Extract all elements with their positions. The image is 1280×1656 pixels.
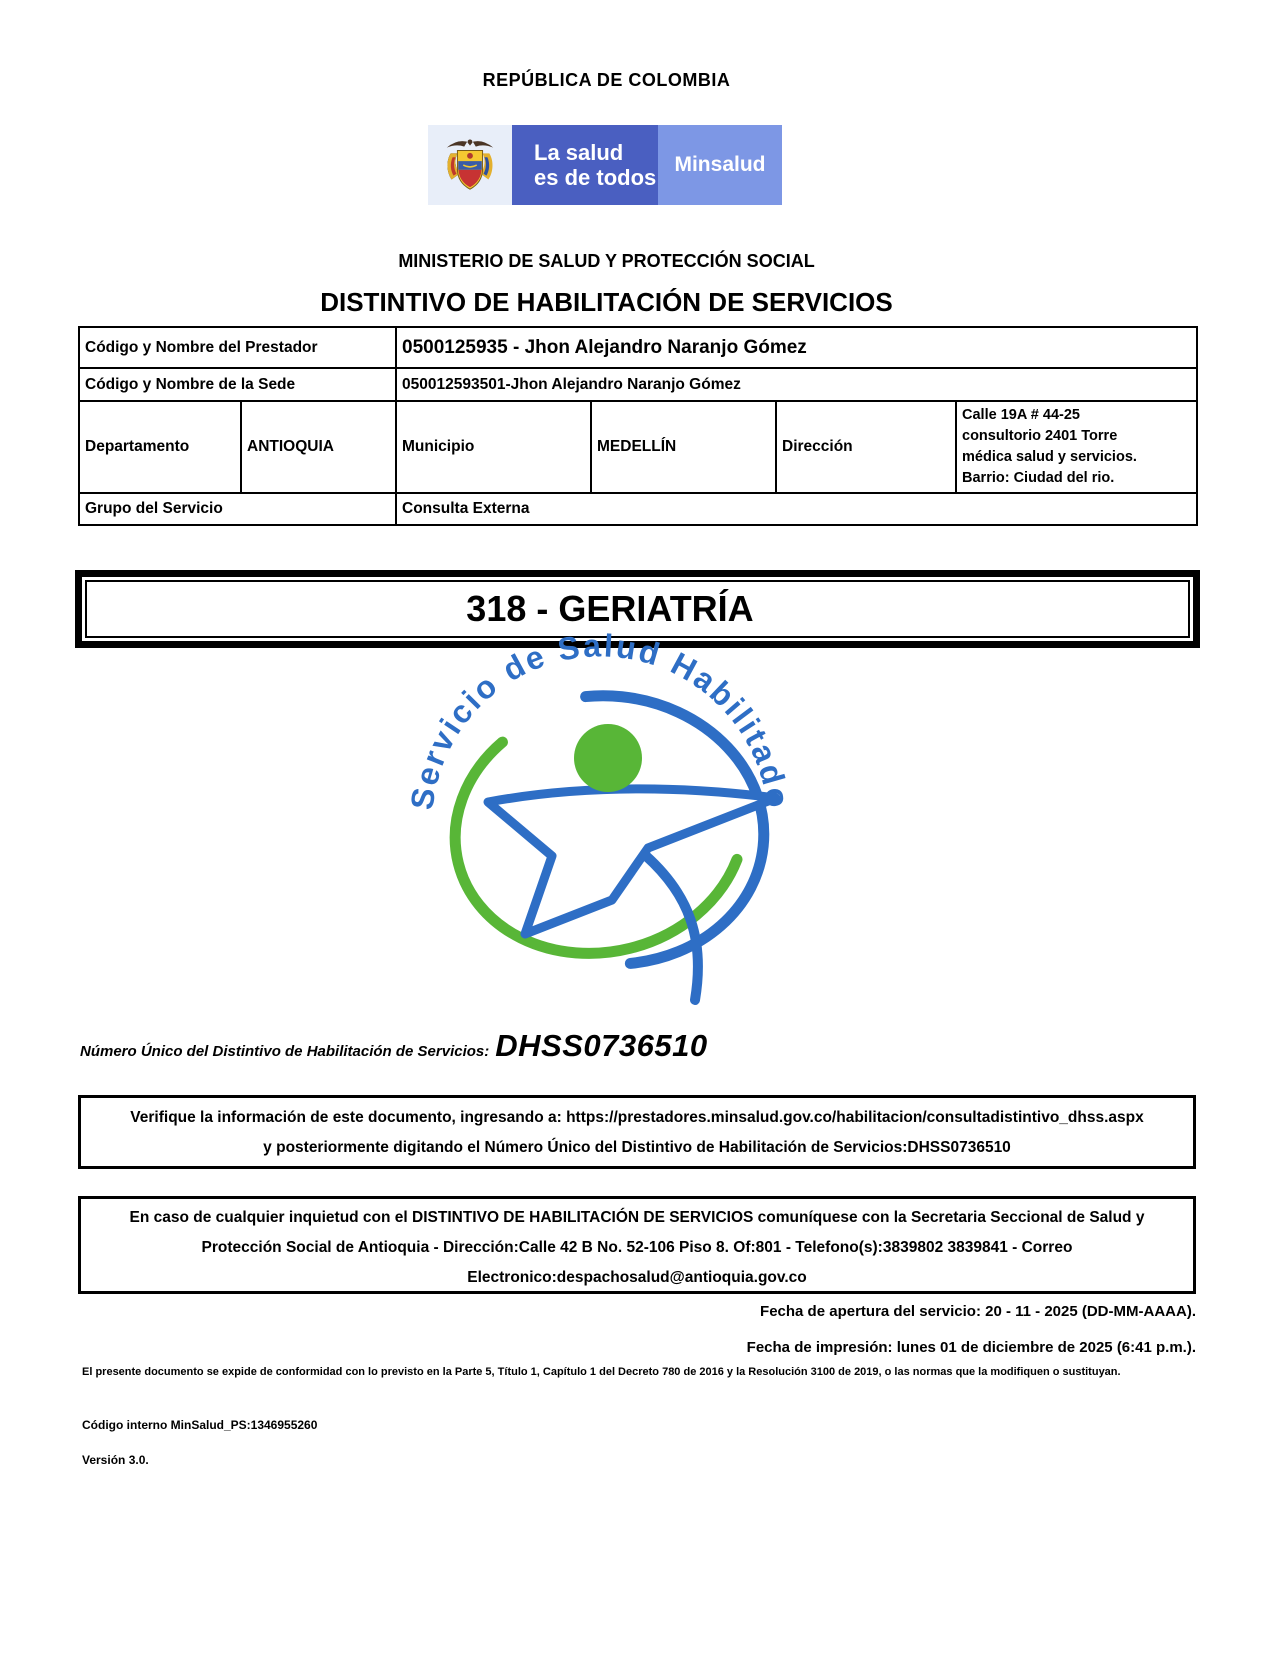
ministry-title: MINISTERIO DE SALUD Y PROTECCIÓN SOCIAL — [398, 251, 815, 271]
verification-box — [78, 1095, 1196, 1169]
contact-line-1: En caso de cualquier inquietud con el DISTINTIVO DE HABILITACIÓN DE SERVICIOS comuníquese con la Secretaria Seccional de Salud y — [129, 1209, 1145, 1226]
direccion-label: Dirección — [776, 401, 956, 493]
republic-title: REPÚBLICA DE COLOMBIA — [482, 70, 731, 90]
dhss-number-line — [80, 1028, 708, 1064]
departamento-label: Departamento — [79, 401, 241, 493]
version-label: Versión 3.0. — [82, 1453, 149, 1467]
contact-line-2: Protección Social de Antioquia - Dirección:Calle 42 B No. 52-106 Piso 8. Of:801 - Telefono(s):3839802 3839841 - Correo — [201, 1239, 1073, 1256]
prestador-value: 0500125935 - Jhon Alejandro Naranjo Gómez — [396, 327, 1197, 368]
minsalud-slogan — [512, 125, 658, 205]
dhss-label: Número Único del Distintivo de Habilitación de Servicios: — [80, 1043, 490, 1060]
table-row — [79, 493, 1197, 525]
seal-head-circle — [574, 724, 642, 792]
fecha-apertura: Fecha de apertura del servicio: 20 - 11 - 2025 (DD-MM-AAAA). — [760, 1303, 1196, 1320]
fecha-impresion: Fecha de impresión: lunes 01 de diciembre de 2025 (6:41 p.m.). — [746, 1339, 1196, 1356]
slogan-line-2: es de todos — [534, 165, 657, 190]
document-title: DISTINTIVO DE HABILITACIÓN DE SERVICIOS — [320, 287, 893, 317]
provider-info-table — [78, 326, 1198, 526]
minsalud-wordmark: Minsalud — [658, 125, 782, 205]
verification-line-2: y posteriormente digitando el Número Único del Distintivo de Habilitación de Servicios:DHSS0736510 — [263, 1139, 1011, 1156]
habilitado-seal — [385, 620, 815, 1060]
departamento-value: ANTIOQUIA — [241, 401, 396, 493]
legal-fine-print: El presente documento se expide de conformidad con lo previsto en la Parte 5, Título 1, Capítulo 1 del Decreto 780 de 2016 y la Resolución 3100 de 2019, o las normas que la modifiquen o sustituyan. — [82, 1366, 1121, 1378]
sede-label: Código y Nombre de la Sede — [79, 368, 396, 401]
direccion-line: médica salud y servicios. — [962, 449, 1137, 465]
sede-value: 050012593501-Jhon Alejandro Naranjo Gómez — [396, 368, 1197, 401]
direccion-line: Calle 19A # 44-25 — [962, 407, 1080, 423]
contact-line-3: Electronico:despachosalud@antioquia.gov.co — [467, 1269, 807, 1286]
dhss-number: DHSS0736510 — [495, 1028, 708, 1063]
grupo-label: Grupo del Servicio — [79, 493, 396, 525]
prestador-label: Código y Nombre del Prestador — [79, 327, 396, 368]
colombia-coat-of-arms-icon — [428, 125, 512, 205]
municipio-value: MEDELLÍN — [591, 401, 776, 493]
table-row — [79, 327, 1197, 368]
slogan-line-1: La salud — [534, 140, 624, 165]
table-row — [79, 401, 1197, 493]
municipio-label: Municipio — [396, 401, 591, 493]
table-row — [79, 368, 1197, 401]
internal-code: Código interno MinSalud_PS:1346955260 — [82, 1418, 318, 1432]
direccion-line: consultorio 2401 Torre — [962, 428, 1118, 444]
contact-box — [78, 1196, 1196, 1294]
grupo-value: Consulta Externa — [396, 493, 1197, 525]
direccion-line: Barrio: Ciudad del rio. — [962, 470, 1115, 486]
verification-line-1: Verifique la información de este documento, ingresando a: https://prestadores.minsalud.gov.co/habilitacion/consultadistintivo_dhss.aspx — [130, 1109, 1144, 1126]
minsalud-logo — [428, 125, 782, 205]
direccion-value — [956, 401, 1197, 493]
seal-arc-text: Servicio de Salud Habilitado — [403, 627, 797, 812]
service-banner-text: 318 - GERIATRÍA — [466, 588, 754, 629]
